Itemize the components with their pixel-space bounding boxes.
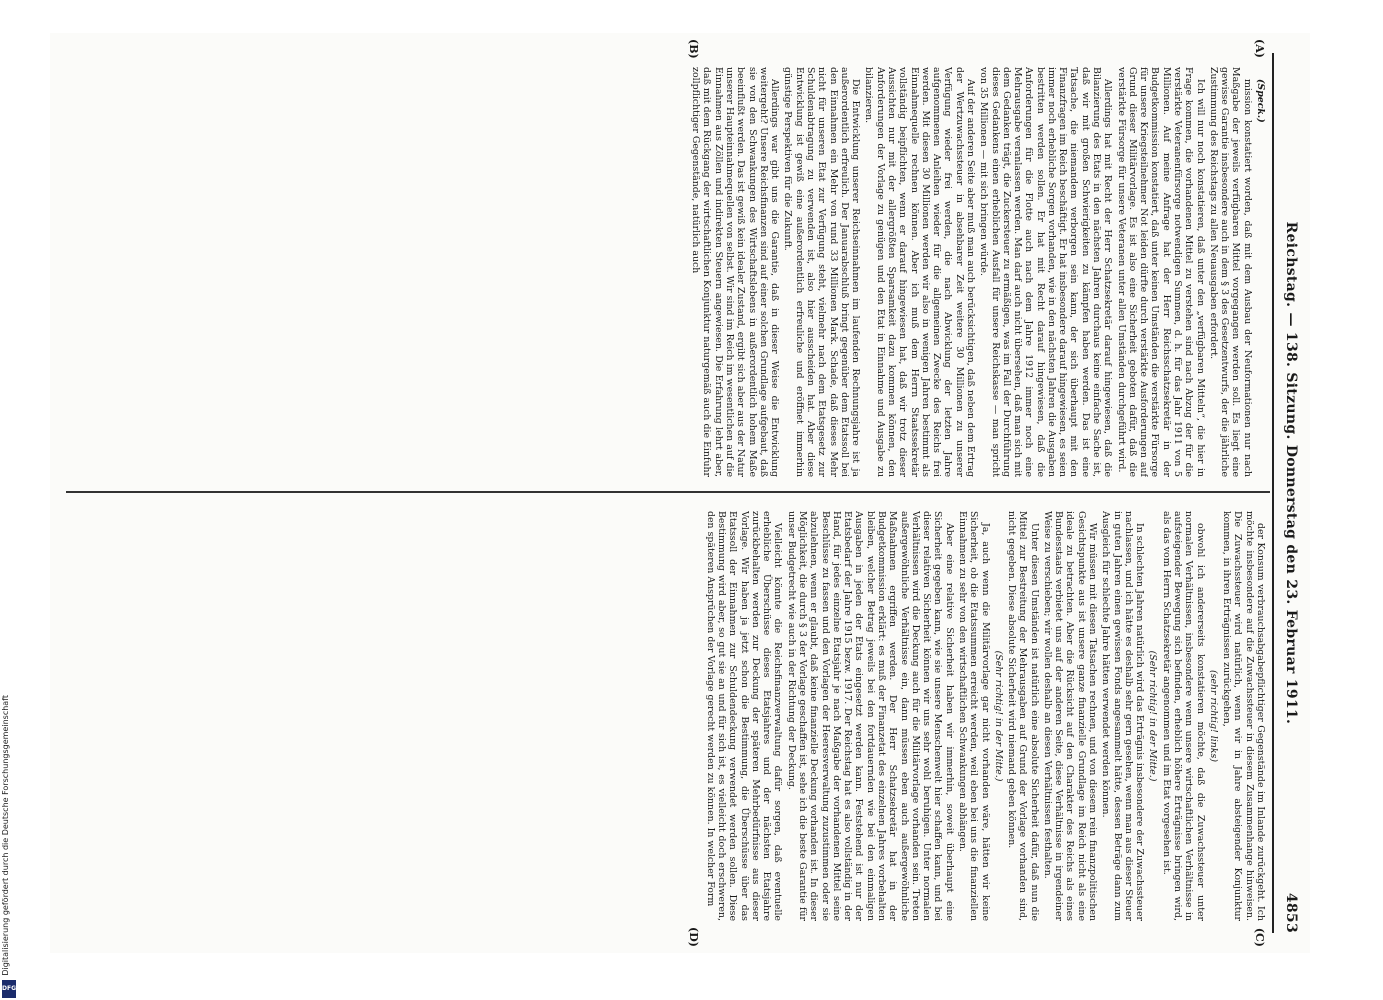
- speaker-label: (Speck.): [1255, 79, 1266, 123]
- paragraph: obwohl ich andererseits konstatieren möchte, daß die Zuwachssteuer unter normalen Verhältnissen, insbesondere wenn unsere wirtschaftlichen Verhältnisse in aufsteigender Bewegung sich befinden, erheblich höhere Erträgnisse bringen wird, als das vom Herrn Schatzsekretär angenommen und im Etat vorgesehen ist.: [1160, 511, 1206, 921]
- margin-marker-d: (D): [687, 927, 700, 947]
- paragraph: der Konsum verbrauchsabgabepflichtiger Gegenstände im Inlande zurückgeht. Ich möchte insbesondere auf die Zuwachssteuer in diesem Zusammenhange hinweisen. Die Zuwachssteuer wird natürlich, wenn wir in Jahre absteigender Konjunktur kommen, in ihren Erträgnissen zurückgehen,: [1221, 511, 1266, 921]
- interjection: (Sehr richtig! in der Mitte.): [1147, 650, 1159, 782]
- paragraph: mission konstatiert worden, daß mit dem Ausbau der Neuformationen nur nach Maßgabe der jeweils verfügbaren Mittel vorgegangen werden soll. Es liegt eine gewisse Garantie insbesondere auch in dem § 3 des Gesetzentwurfs, der die jährliche Zustimmung des Reichstags zu allen Neuausgaben erfordert.: [1207, 67, 1253, 477]
- paragraph: Wir müssen mit diesen Tatsachen rechnen, und von diesem rein finanzpolitischen Gesichtspunkte aus ist unsere ganze finanzielle Grundlage im Reich nicht als eine ideale zu betrachten. Aber die Rücksicht auf den Charakter des Reichs als eines Bundesstaats verbietet uns auf der anderen Seite, diese Verhältnisse in irgendeiner Weise zu verschieben; wir wollen deshalb an diesen Verhältnissen festhalten.: [1041, 511, 1099, 921]
- paragraph: Allerdings hat mit Recht der Herr Schatzsekretär darauf hingewiesen, daß die Bilanzierung des Etats in den nächsten Jahren durchaus keine einfache Sache ist, daß wir mit großen Schwierigkeiten zu kämpfen haben werden. Das ist eine Tatsache, die niemandem verborgen sein kann, der sich überhaupt mit den Finanzfragen im Reich beschäftigt. Er hat insbesondere darauf hingewiesen, es seien immer noch erhebliche Sorgen vorhanden, wie in den nächsten Jahren die Ausgaben bestritten werden sollen. Er hat mit Recht darauf hingewiesen, daß die Anforderungen für die Flotte auch nach dem Jahre 1912 immer noch eine Mehrausgabe veranlassen werden. Man darf auch nicht übersehen, daß man sich mit dem Gedanken trägt, die Zuckersteuer zu ermäßigen, was im Fall der Durchführung dieses Gedankens einen erheblichen Ausfall für unsere Reichskasse — man spricht von 35 Millionen — mit sich bringen würde.: [978, 67, 1114, 477]
- dfg-logo-icon: DFG: [2, 980, 16, 998]
- paragraph: Die Entwicklung unserer Reichseinnahmen im laufenden Rechnungsjahre ist ja außerordentlich erfreulich. Der Januarabschluß bringt gegenüber dem Etatssoll bei den Einnahmen ein Mehr von rund 33 Millionen Mark. Schade, daß dieses Mehr nicht für unseren Etat zur Verfügung steht, vielmehr nach dem Etatsgesetz zur Schuldenabtragung zu verwenden ist, also hier ausscheiden hat. Aber diese Entwicklung ist gewiß eine außerordentlich erfreuliche und eröffnet immerhin günstige Perspektiven für die Zukunft.: [782, 67, 862, 477]
- rotated-newspaper-page: [50, 33, 1310, 953]
- digitization-credit-strip: [0, 0, 18, 1000]
- paragraph: Unter diesen Umständen ist natürlich eine absolute Sicherheit dafür, daß nun die Mittel zur Bestreitung der Mehrausgaben auf Grund der Vorlage vorhanden sind, nicht gegeben. Diese absolute Sicherheit wird niemand geben können.: [1006, 511, 1040, 921]
- column-divider: [66, 491, 1270, 493]
- paragraph: Ja, auch wenn die Militärvorlage gar nicht vorhanden wäre, hätten wir keine Sicherheit, ob die Etatssummen erreicht werden, weil eben bei uns die finanziellen Einnahmen zu sehr von den wirtschaftlichen Schwankungen abhängen.: [956, 511, 991, 921]
- right-column: [66, 511, 1266, 921]
- paragraph: Allerdings war gibt uns die Garantie, daß in dieser Weise die Entwicklung weitergeht? Unsere Reichsfinanzen sind auf einer solchen Grundlage aufgebaut, daß sie von den Schwankungen des Wirtschaftslebens in außerordentlich hohem Maße beeinflußt werden. Das ist gewiß kein idealer Zustand, ergibt sich aber aus der Natur unserer Haupteinnahmequellen von selbst. Wir sind im Reich im wesentlichen auf die Einnahmen aus Zöllen und indirekten Steuern angewiesen. Die Erfahrung lehrt aber, daß mit dem Rückgang der wirtschaftlichen Konjunktur naturgemäß auch die Einfuhr zollpflichtiger Gegenstände, natürlich auch: [690, 67, 781, 477]
- paragraph: Aber eine relative Sicherheit haben wir immerhin, soweit überhaupt eine Sicherheit gegeben kann, wie sie unsere Menschenwelt hier schaffen kann, und bei dieser relativen Sicherheit können wir uns sehr wohl beruhigen. Unter normalen Verhältnissen wird die Deckung auch für die Militärvorlage vorhanden sein. Treten außergewöhnliche Verhältnisse ein, dann müssen eben auch außergewöhnliche Maßnahmen ergriffen werden. Der Herr Schatzsekretär hat in der Budgetkommission erklärt: es muß der Finanzetat des einzelnen Jahres vorbehalten bleiben, welcher Betrag jeweils bei den fortdauernden wie bei den einmaligen Ausgaben in jeden der Etats eingesetzt werden kann. Feststehend ist nur der Etatsbedarf der Jahre 1915 bezw. 1917. Der Reichstag hat es also vollständig in der Hand, für jedes einzelne Etatsjahr je nach Maßgabe der vorhandenen Mittel seine Beschlüsse zu fassen und den Vorlagen der Heeresverwaltung zuzustimmen oder sie abzulehnen, wenn er glaubt, daß keine finanzielle Deckung vorhanden ist. In dieser Möglichkeit, die durch § 3 der Vorlage geschaffen ist, sehe ich die beste Garantie für unser Budgetrecht wie auch in der Richtung der Deckung.: [785, 511, 955, 921]
- page-number: 4853: [1283, 892, 1299, 933]
- left-column: [66, 67, 1266, 477]
- paragraph: Vielleicht könnte die Reichsfinanzverwaltung dafür sorgen, daß eventuelle erhebliche Überschüsse dieses Etatsjahres und der nächsten Etatsjahre zurückbehalten werden zur Deckung der späteren Mehrbedürfnisse aus dieser Vorlage. Wir haben ja jetzt schon die Bestimmung, die Überschüsse über das Etatssoll der Einnahmen zur Schuldendeckung verwendet werden sollen. Diese Bestimmung wird aber, so gut sie an und für sich ist, es vielleicht doch erschweren, den späteren Ansprüchen der Vorlage gerecht werden zu können. In welcher Form: [704, 511, 784, 921]
- paragraph: In schlechten Jahren natürlich wird das Erträgnis insbesondere der Zuwachssteuer nachlassen, und ich hätte es deshalb sehr gern gesehen, wenn man aus dieser Steuer in guten Jahren einen gewissen Fonds angesammelt hätte, dessen Beträge dann zum Ausgleich für schlechte Jahre hätten verwendet werden können.: [1100, 511, 1146, 921]
- margin-marker-a: (A): [1253, 39, 1266, 58]
- header-title: Reichstag. — 138. Sitzung. Donnerstag den 23. Februar 1911.: [1283, 221, 1299, 725]
- paragraph: Ich will nur noch konstatieren, daß unter den „verfügbaren Mitteln“, die hier in Frage kommen, die vorhandenen Mittel zu verstehen sind nach Abzug der für die verstärkte Veteranenfürsorge notwendigen Summen, d. h. für das Jahr 1911 von 5 Millionen. Auf meine Anfrage hat der Herr Reichsschatzsekretär in der Budgetkommission konstatiert, daß unter keinen Umständen die verstärkte Fürsorge für unsere Kriegsteilnehmer Not leiden dürfte durch verstärkte Ausforderungen auf Grund dieser Militärvorlage. Es ist also eine Sicherheit geboten dafür, daß die verstärkte Fürsorge für unsere Veteranen unter allen Umständen durchgeführt wird.: [1115, 67, 1206, 477]
- interjection: (Sehr richtig! in der Mitte.): [992, 650, 1004, 782]
- header-rule: [1272, 53, 1274, 933]
- page-header: [1278, 53, 1304, 933]
- paragraph: Auf der anderen Seite aber muß man auch berücksichtigen, daß neben dem Ertrag der Wertzuwachssteuer in absehbarer Zeit weitere 30 Millionen zu unserer Verfügung wieder frei werden, die nach Abwicklung der letzten Jahre aufgenommenen Anleihen wieder für die allgemeinen Zwecke des Reichs frei werden. Mit diesen 30 Millionen werden wir also in wenigen Jahren bestimmt als Einnahmequelle rechnen können. Aber ich muß dem Herrn Staatssekretär vollständig beipflichten, wenn er darauf hingewiesen hat, daß wir trotz dieser Aussichten nur mit der allergrößten Sparsamkeit dazu kommen können, den Anforderungen der Vorlage zu genügen und den Etat in Einnahme und Ausgabe zu bilanzieren.: [863, 67, 976, 477]
- interjection: (sehr richtig! links): [1207, 670, 1219, 762]
- digitization-credit: Digitalisierung gefördert durch die Deutsche Forschungsgemeinschaft: [1, 695, 10, 976]
- margin-marker-c: (C): [1253, 927, 1266, 947]
- margin-marker-b: (B): [687, 39, 700, 59]
